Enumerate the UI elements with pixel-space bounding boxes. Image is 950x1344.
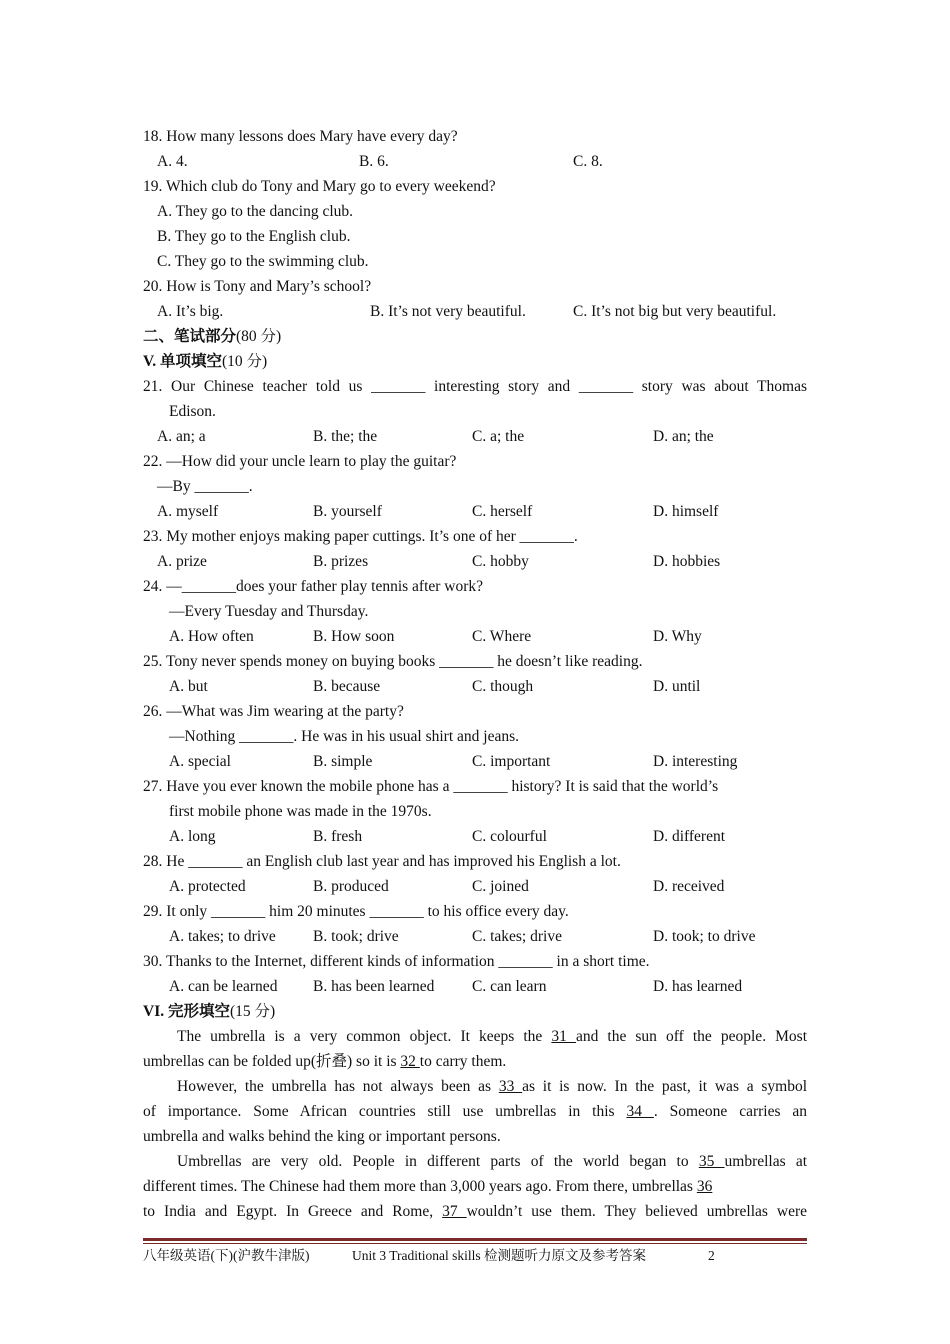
option-27d: D. different (653, 828, 726, 845)
option-20a: A. It’s big. (157, 303, 224, 320)
option-30d: D. has learned (653, 978, 743, 995)
section-v-score: (10 分) (221, 353, 268, 370)
question-21-cont: Edison. (169, 403, 216, 420)
blank-36: 36 (696, 1178, 713, 1195)
section-written-heading (143, 327, 281, 347)
question-21: 21. Our Chinese teacher told us _______ interesting story and _______ story was about Thomas (143, 378, 807, 395)
cloze-text: of importance. Some African countries still use umbrellas in this (143, 1103, 615, 1120)
option-30b: B. has been learned (313, 978, 435, 995)
cloze-line-7 (143, 1177, 712, 1197)
footer-book-title: 八年级英语(下)(沪教牛津版) (143, 1248, 310, 1263)
option-25a: A. but (169, 678, 208, 695)
question-22: 22. —How did your uncle learn to play the guitar? (143, 453, 457, 470)
question-18: 18. How many lessons does Mary have every day? (143, 128, 458, 145)
cloze-text: as it is now. In the past, it was a symbol (522, 1078, 808, 1095)
option-20b: B. It’s not very beautiful. (370, 303, 526, 320)
option-26a: A. special (169, 753, 231, 770)
footer-divider-thin (143, 1243, 807, 1244)
question-23: 23. My mother enjoys making paper cuttings. It’s one of her _______. (143, 528, 578, 545)
question-24-answer: —Every Tuesday and Thursday. (169, 603, 369, 620)
option-19c: C. They go to the swimming club. (157, 253, 369, 270)
blank-33: 33 (498, 1078, 523, 1095)
option-27c: C. colourful (472, 828, 547, 845)
option-30c: C. can learn (472, 978, 547, 995)
option-24a: A. How often (169, 628, 254, 645)
footer-divider (143, 1238, 807, 1241)
question-25: 25. Tony never spends money on buying books _______ he doesn’t like reading. (143, 653, 643, 670)
option-22c: C. herself (472, 503, 533, 520)
option-19a: A. They go to the dancing club. (157, 203, 354, 220)
blank-31: 31 (551, 1028, 576, 1045)
cloze-text: wouldn’t use them. They believed umbrellas were (466, 1203, 808, 1220)
option-24c: C. Where (472, 628, 532, 645)
option-21d: D. an; the (653, 428, 714, 445)
cloze-text: different times. The Chinese had them more than 3,000 years ago. From there, umbrellas (143, 1178, 693, 1195)
option-18b: B. 6. (359, 153, 389, 170)
question-29: 29. It only _______ him 20 minutes _______ to his office every day. (143, 903, 569, 920)
option-29a: A. takes; to drive (169, 928, 276, 945)
section-vi-score: (15 分) (229, 1003, 276, 1020)
cloze-line-2 (143, 1052, 506, 1072)
question-26: 26. —What was Jim wearing at the party? (143, 703, 404, 720)
footer-unit-title: Unit 3 Traditional skills 检测题听力原文及参考答案 (352, 1248, 647, 1263)
option-29b: B. took; drive (313, 928, 399, 945)
option-24d: D. Why (653, 628, 702, 645)
option-26c: C. important (472, 753, 551, 770)
cloze-line-6 (177, 1152, 807, 1172)
option-25d: D. until (653, 678, 701, 695)
option-22b: B. yourself (313, 503, 382, 520)
cloze-text: The umbrella is a very common object. It keeps the (177, 1028, 543, 1045)
option-26b: B. simple (313, 753, 373, 770)
option-29d: D. took; to drive (653, 928, 756, 945)
section-v-heading (143, 352, 267, 372)
cloze-line-4 (143, 1102, 807, 1122)
option-28a: A. protected (169, 878, 246, 895)
section-written-score: (80 分) (236, 328, 282, 345)
option-26d: D. interesting (653, 753, 738, 770)
option-25b: B. because (313, 678, 381, 695)
option-18c: C. 8. (573, 153, 603, 170)
section-v-title: V. 单项填空 (143, 353, 222, 370)
option-19b: B. They go to the English club. (157, 228, 351, 245)
option-21a: A. an; a (157, 428, 206, 445)
question-19: 19. Which club do Tony and Mary go to every weekend? (143, 178, 496, 195)
blank-34: 34 (626, 1103, 654, 1120)
question-20: 20. How is Tony and Mary’s school? (143, 278, 372, 295)
question-27-cont: first mobile phone was made in the 1970s. (169, 803, 432, 820)
question-27: 27. Have you ever known the mobile phone has a _______ history? It is said that the world’s (143, 778, 719, 795)
question-30: 30. Thanks to the Internet, different kinds of information _______ in a short time. (143, 953, 650, 970)
option-28b: B. produced (313, 878, 389, 895)
option-22a: A. myself (157, 503, 219, 520)
option-24b: B. How soon (313, 628, 395, 645)
blank-32: 32 (400, 1053, 420, 1070)
cloze-text: . Someone carries an (653, 1103, 808, 1120)
footer-page-number: 2 (708, 1248, 715, 1263)
cloze-line-1 (177, 1027, 807, 1047)
blank-35: 35 (698, 1153, 725, 1170)
option-27b: B. fresh (313, 828, 363, 845)
section-vi-title: VI. 完形填空 (143, 1003, 230, 1020)
option-21c: C. a; the (472, 428, 525, 445)
option-18a: A. 4. (157, 153, 188, 170)
option-27a: A. long (169, 828, 216, 845)
cloze-text: to India and Egypt. In Greece and Rome, (143, 1203, 434, 1220)
question-22-answer: —By _______. (157, 478, 253, 495)
option-23a: A. prize (157, 553, 207, 570)
cloze-text: to carry them. (419, 1053, 507, 1070)
option-30a: A. can be learned (169, 978, 278, 995)
cloze-text: However, the umbrella has not always been as (177, 1078, 492, 1095)
option-23c: C. hobby (472, 553, 529, 570)
option-29c: C. takes; drive (472, 928, 562, 945)
cloze-text: and the sun off the people. Most (575, 1028, 808, 1045)
option-21b: B. the; the (313, 428, 378, 445)
option-23b: B. prizes (313, 553, 369, 570)
section-vi-heading (143, 1002, 275, 1022)
option-28d: D. received (653, 878, 725, 895)
option-25c: C. though (472, 678, 534, 695)
cloze-line-3 (177, 1077, 807, 1097)
question-28: 28. He _______ an English club last year and has improved his English a lot. (143, 853, 621, 870)
option-23d: D. hobbies (653, 553, 721, 570)
cloze-line-8 (143, 1202, 807, 1222)
blank-37: 37 (442, 1203, 467, 1220)
cloze-text: umbrellas can be folded up(折叠) so it is (143, 1053, 397, 1070)
cloze-text: Umbrellas are very old. People in different parts of the world began to (177, 1153, 689, 1170)
cloze-text: umbrellas at (724, 1153, 808, 1170)
section-written-title: 二、笔试部分 (143, 328, 237, 345)
question-26-answer: —Nothing _______. He was in his usual shirt and jeans. (169, 728, 520, 745)
option-28c: C. joined (472, 878, 529, 895)
option-20c: C. It’s not big but very beautiful. (573, 303, 777, 320)
option-22d: D. himself (653, 503, 719, 520)
question-24: 24. —_______does your father play tennis after work? (143, 578, 484, 595)
cloze-line-5: umbrella and walks behind the king or important persons. (143, 1128, 501, 1145)
